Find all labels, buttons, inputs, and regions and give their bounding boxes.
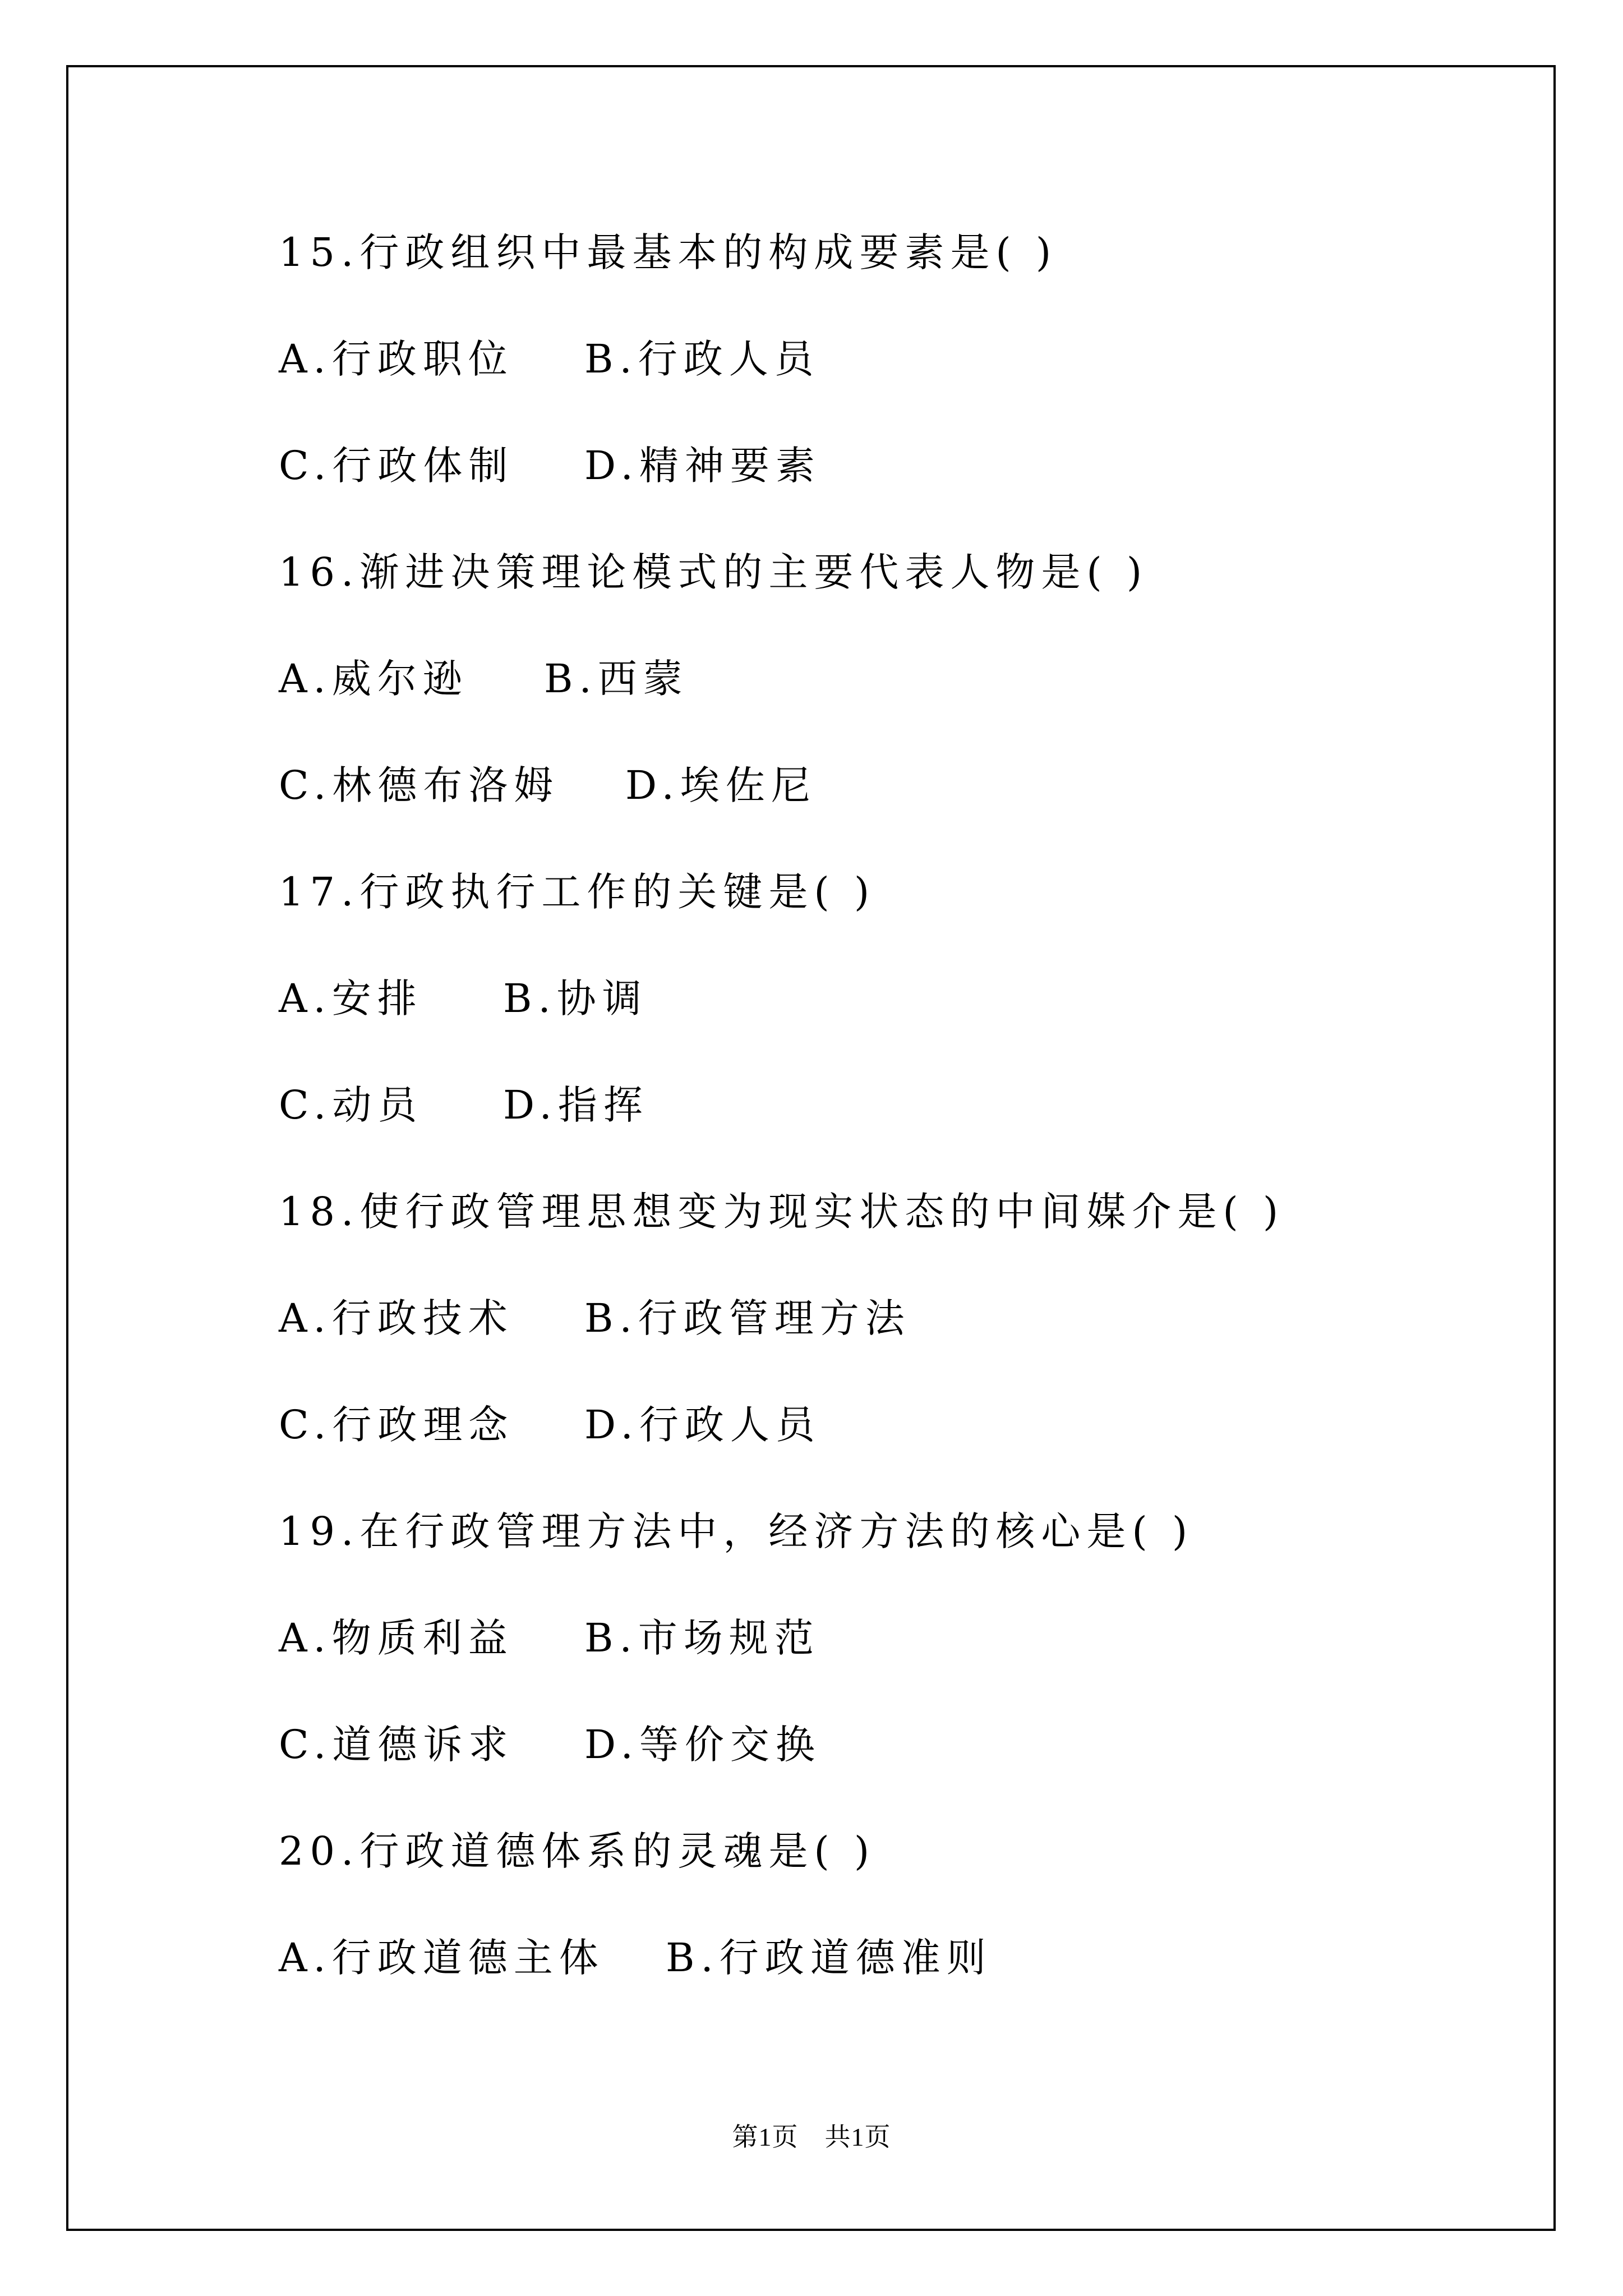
- options-row: [279, 648, 1513, 754]
- option-d: D.等价交换: [584, 1722, 821, 1768]
- question-list: [279, 222, 1513, 2033]
- options-row: [279, 328, 1513, 435]
- option-c: C.动员: [279, 1082, 423, 1128]
- question-15: 15.行政组织中最基本的构成要素是( ): [279, 229, 1058, 275]
- options-row: [279, 1927, 1513, 2033]
- question-20: 20.行政道德体系的灵魂是( ): [279, 1828, 876, 1874]
- question-18: 18.使行政管理思想变为现实状态的中间媒介是( ): [279, 1189, 1285, 1235]
- option-c: C.林德布洛姆: [279, 762, 560, 808]
- option-c: C.行政体制: [279, 443, 514, 489]
- option-a: A.安排: [279, 976, 423, 1022]
- option-b: B.西蒙: [544, 656, 689, 702]
- options-row: [279, 1394, 1513, 1501]
- question-17: 17.行政执行工作的关键是( ): [279, 869, 876, 915]
- option-d: D.指挥: [503, 1082, 649, 1128]
- option-c: C.行政理念: [279, 1402, 514, 1448]
- option-b: B.行政人员: [584, 336, 820, 382]
- option-c: C.道德诉求: [279, 1722, 514, 1768]
- option-a: A.行政道德主体: [279, 1935, 605, 1981]
- option-b: B.市场规范: [584, 1615, 820, 1661]
- options-row: [279, 968, 1513, 1074]
- page-footer: 第1页 共1页: [732, 2123, 891, 2151]
- option-b: B.行政道德准则: [666, 1935, 992, 1981]
- option-a: A.行政职位: [279, 336, 514, 382]
- option-a: A.行政技术: [279, 1295, 514, 1341]
- options-row: [279, 1287, 1513, 1394]
- option-b: B.行政管理方法: [584, 1295, 911, 1341]
- option-d: D.行政人员: [584, 1402, 821, 1448]
- options-row: [279, 754, 1513, 861]
- option-b: B.协调: [503, 976, 648, 1022]
- option-d: D.埃佐尼: [625, 762, 817, 808]
- option-d: D.精神要素: [584, 443, 821, 489]
- option-a: A.物质利益: [279, 1615, 514, 1661]
- options-row: [279, 1607, 1513, 1714]
- question-16: 16.渐进决策理论模式的主要代表人物是( ): [279, 549, 1149, 595]
- options-row: [279, 435, 1513, 541]
- options-row: [279, 1074, 1513, 1181]
- options-row: [279, 1714, 1513, 1820]
- option-a: A.威尔逊: [279, 656, 468, 702]
- question-19: 19.在行政管理方法中，经济方法的核心是( ): [279, 1508, 1194, 1554]
